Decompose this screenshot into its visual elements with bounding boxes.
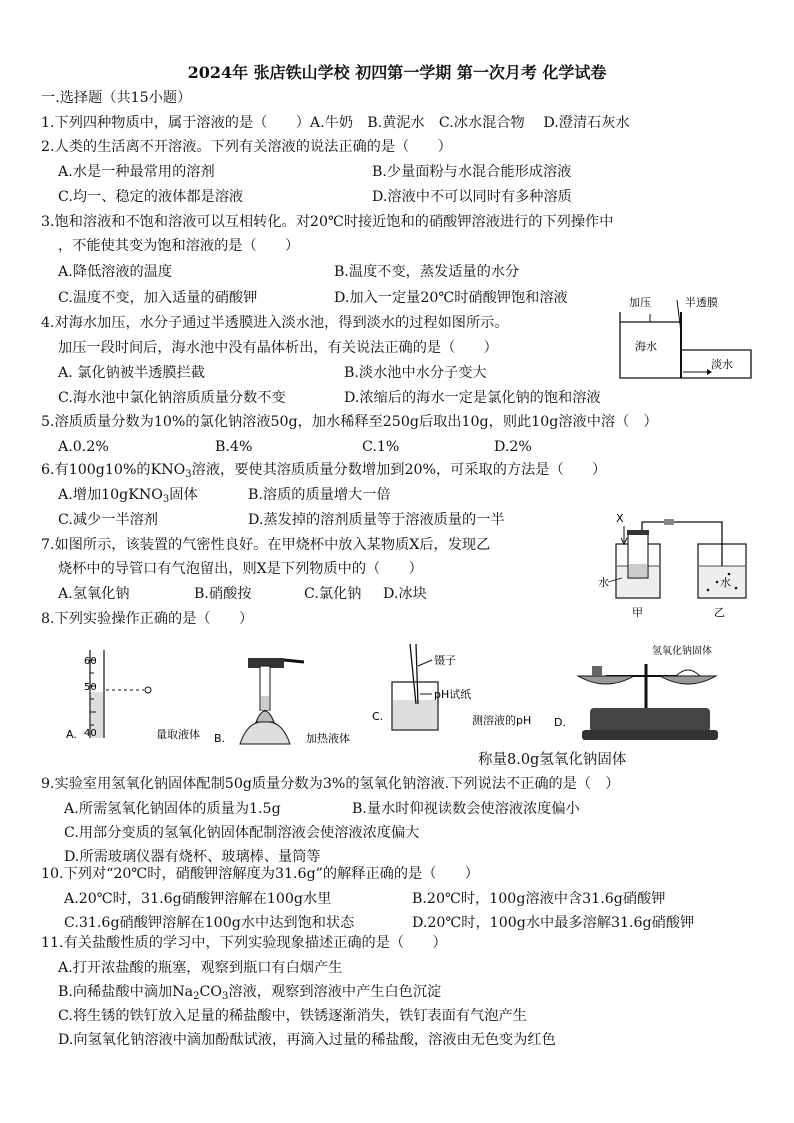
question-5-stem: 5.溶质质量分数为10%的氯化钠溶液50g，加水稀释至250g后取出10g，则此10g溶液中溶（ ） [41,414,658,430]
tick-60: 60 [84,656,97,667]
q10-option-d: D.20℃时，100g水中最多溶解31.6g硝酸钾 [412,915,695,931]
question-2-stem: 2.人类的生活离不开溶液。下列有关溶液的说法正确的是（ ） [41,139,452,155]
question-7-stem-line1: 7.如图所示，该装置的气密性良好。在甲烧杯中放入某物质X后，发现乙 [41,537,491,553]
q2-option-d: D.溶液中不可以同时有多种溶质 [372,189,572,205]
question-4-stem-line1: 4.对海水加压，水分子通过半透膜进入淡水池，得到淡水的过程如图所示。 [41,315,509,331]
q5-option-c: C.1% [362,439,400,455]
tick-40: 40 [84,728,97,739]
question-6-stem: 6.有100g10%的$KNO_3$溶液，要使其溶质质量分数增加到20%，可采取的方法是（ ） [41,462,607,480]
figure-b-letter: B. [214,732,226,745]
solid-label: 氢氧化钠固体 [652,646,712,657]
desalination-diagram [615,292,755,382]
fresh-water-label: 淡水 [711,358,733,371]
q3-option-a: A.降低溶液的温度 [58,264,173,280]
figure-b-heating [214,658,350,745]
question-4-stem-line2: 加压一段时间后，海水池中没有晶体析出，有关说法正确的是（ ） [58,340,498,356]
q11-option-d: D.向氢氧化钠溶液中滴加酚酞试液，再滴入过量的稀盐酸，溶液由无色变为红色 [58,1032,556,1048]
q11-option-c: C.将生锈的铁钉放入足量的稀盐酸中，铁锈逐渐消失，铁钉表面有气泡产生 [58,1008,527,1024]
question-3-stem-line2: ，不能使其变为饱和溶液的是（ ） [58,238,300,254]
figure-c-ph-test [372,644,531,730]
q7-option-c: C.氯化钠 [304,586,362,602]
q2-option-b: B.少量面粉与水混合能形成溶液 [372,164,572,180]
q4-option-d: D.浓缩后的海水一定是氯化钠的饱和溶液 [344,390,601,406]
q4-option-c: C.海水池中氯化钠溶质质量分数不变 [58,390,286,406]
q3-option-d: D.加入一定量20℃时硝酸钾饱和溶液 [334,290,568,306]
q9-option-c: C.用部分变质的氢氧化钠固体配制溶液会使溶液浓度偏大 [64,825,420,841]
figure-a-caption: 量取液体 [156,728,200,741]
q2-option-a: A.水是一种最常用的溶剂 [58,164,215,180]
water-left-label: 水 [598,576,609,589]
q11-option-a: A.打开浓盐酸的瓶塞，观察到瓶口有白烟产生 [58,960,343,976]
lab-operations-figure [60,642,760,770]
q9-option-b: B.量水时仰视读数会使溶液浓度偏小 [352,801,580,817]
question-11-stem: 11.有关盐酸性质的学习中，下列实验现象描述正确的是（ ） [41,935,447,951]
figure-d-balance [554,644,718,740]
q5-option-b: B.4% [215,439,253,455]
tick-50: 50 [84,682,97,693]
q4-option-a: A. 氯化钠被半透膜拦截 [58,365,205,381]
figure-a-letter: A. [66,728,77,741]
sea-water-label: 海水 [635,340,657,353]
figure-b-caption: 加热液体 [306,732,350,745]
q11-option-b: B.向稀盐酸中滴加$Na_2CO_3$溶液，观察到溶液中产生白色沉淀 [58,984,442,1002]
q6-option-d: D.蒸发掉的溶剂质量等于溶液质量的一半 [248,512,505,528]
q6-option-b: B.溶质的质量增大一倍 [248,487,391,503]
beaker-yi-label: 乙 [714,606,725,619]
page-title: 2024年 张店铁山学校 初四第一学期 第一次月考 化学试卷 [187,63,607,82]
q5-option-d: D.2% [494,439,532,455]
q2-option-c: C.均一、稳定的液体都是溶液 [58,189,244,205]
q7-option-d: D.冰块 [383,586,427,602]
question-7-stem-line2: 烧杯中的导管口有气泡留出，则X是下列物质中的（ ） [58,561,423,577]
membrane-label: 半透膜 [685,296,718,309]
question-10-stem: 10.下列对“20℃时，硝酸钾溶解度为31.6g”的解释正确的是（ ） [41,866,479,882]
question-8-stem: 8.下列实验操作正确的是（ ） [41,611,254,627]
section-heading: 一.选择题（共15小题） [41,90,192,106]
q5-option-a: A.0.2% [58,439,109,455]
q3-option-c: C.温度不变，加入适量的硝酸钾 [58,290,258,306]
q7-option-a: A.氢氧化钠 [58,586,130,602]
q9-option-d: D.所需玻璃仪器有烧杯、玻璃棒、量筒等 [64,849,321,865]
question-9-stem: 9.实验室用氢氧化钠固体配制50g质量分数为3%的氢氧化钠溶液.下列说法不正确的是（ ） [41,776,620,792]
q4-option-b: B.淡水池中水分子变大 [344,365,487,381]
gas-tightness-apparatus [592,508,752,628]
beaker-jia-label: 甲 [632,606,643,619]
x-label: X [616,512,624,525]
question-3-stem-line1: 3.饱和溶液和不饱和溶液可以互相转化。对20℃时接近饱和的硝酸钾溶液进行的下列操作中 [41,214,614,230]
figure-a-cylinder [66,650,200,741]
q10-option-b: B.20℃时，100g溶液中含31.6g硝酸钾 [412,891,666,907]
q6-option-a: A.增加10gKNO$_3$固体 [58,487,198,505]
q10-option-a: A.20℃时，31.6g硝酸钾溶解在100g水里 [64,891,332,907]
q7-option-b: B.硝酸按 [194,586,252,602]
figure-d-letter: D. [554,716,566,729]
q6-option-c: C.减少一半溶剂 [58,512,158,528]
q10-option-c: C.31.6g硝酸钾溶解在100g水中达到饱和状态 [64,915,355,931]
figure-d-caption: 称量8.0g氢氧化钠固体 [478,752,627,768]
question-1: 1.下列四种物质中，属于溶液的是（ ）A.牛奶 B.黄泥水 C.冰水混合物 D.澄清石灰水 [41,115,630,131]
figure-c-letter: C. [372,710,384,723]
figure-c-caption: 测溶液的pH [472,714,532,727]
water-right-label: 水 [720,576,731,589]
q9-option-a: A.所需氢氧化钠固体的质量为1.5g [64,801,281,817]
tweezer-label: 镊子 [434,654,456,667]
ph-paper-label: pH试纸 [434,688,472,701]
press-label: 加压 [629,296,651,309]
q3-option-b: B.温度不变，蒸发适量的水分 [334,264,520,280]
